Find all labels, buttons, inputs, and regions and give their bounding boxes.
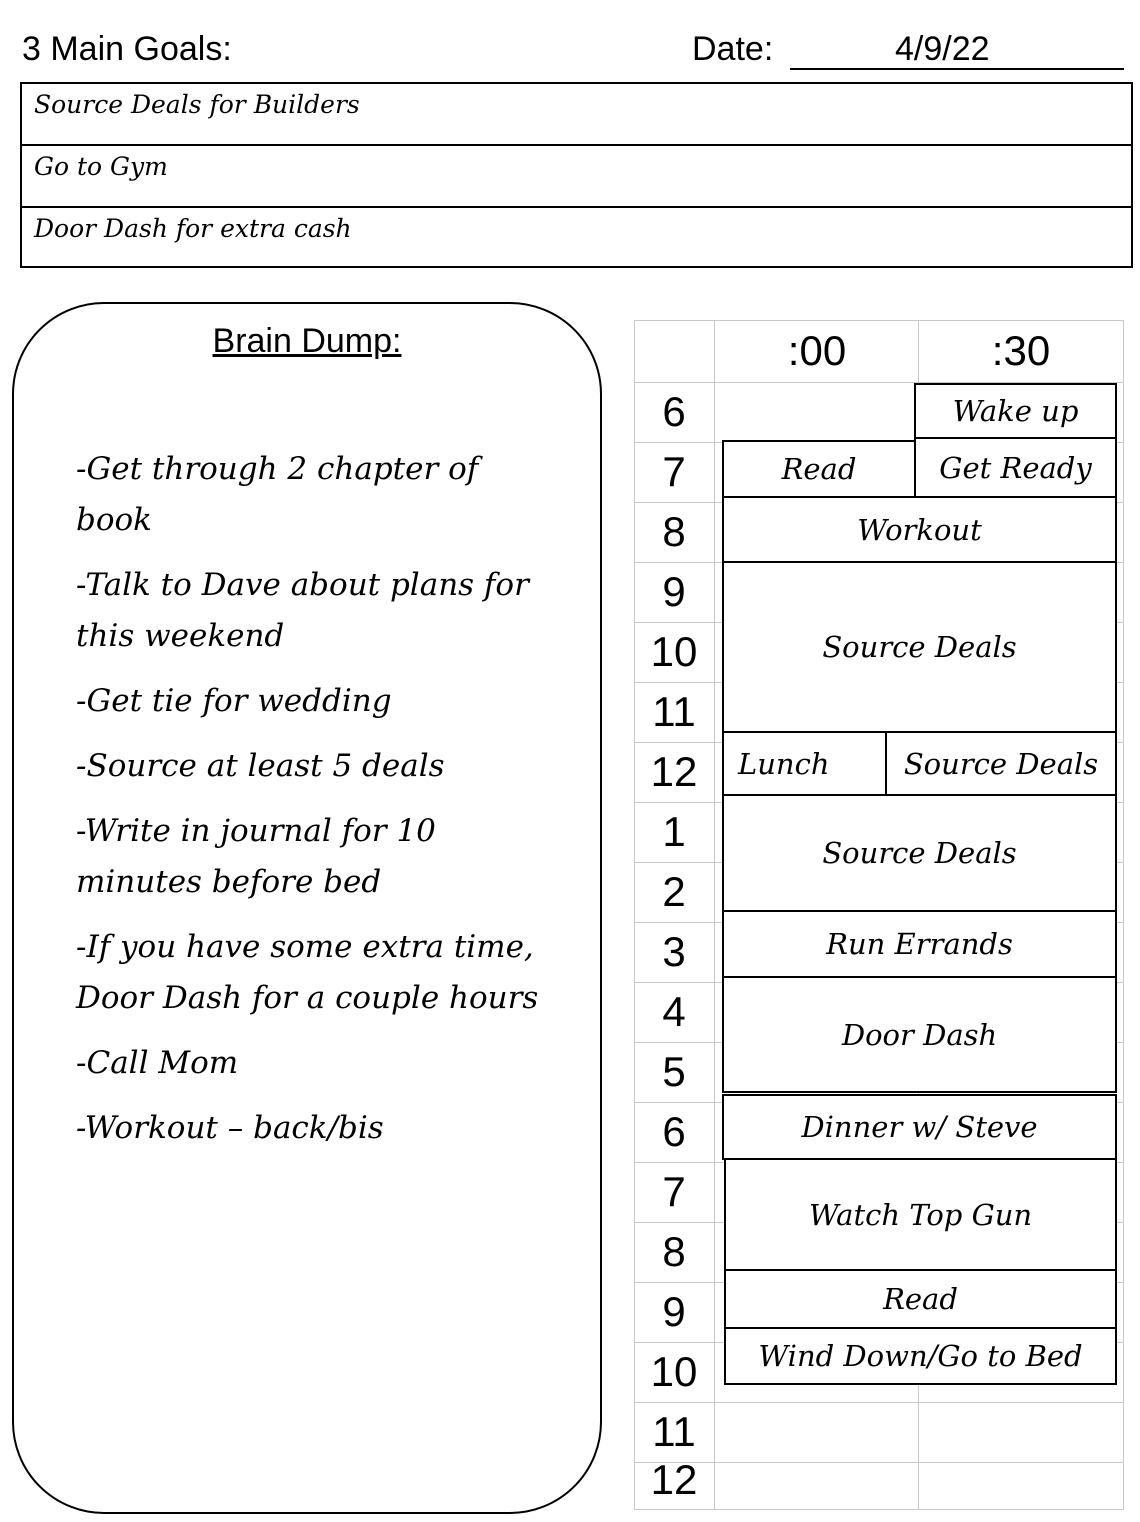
brain-dump-item: -If you have some extra time, Door Dash for a couple hours [76, 929, 539, 1016]
hour-label: 7 [662, 1168, 686, 1215]
grid-line [1123, 320, 1124, 1510]
hour-label: 8 [662, 1228, 686, 1275]
hour-label: 3 [662, 928, 686, 975]
column-header-30: :30 [991, 327, 1051, 374]
hour-label: 9 [662, 568, 686, 615]
event-block: Dinner w/ Steve [722, 1094, 1117, 1160]
event-block: Get Ready [914, 437, 1117, 498]
brain-dump-item: -Get through 2 chapter of book [76, 451, 479, 538]
page-title: 3 Main Goals: [22, 30, 232, 68]
event-block: Source Deals [885, 731, 1117, 796]
hour-label: 6 [662, 1108, 686, 1155]
goal-text: Door Dash for extra cash [34, 214, 352, 243]
brain-dump-item: -Source at least 5 deals [76, 748, 445, 784]
brain-dump-item: -Write in journal for 10 minutes before bed [76, 813, 436, 900]
event-block: Source Deals [722, 794, 1117, 912]
event-block: Source Deals [722, 561, 1117, 733]
brain-dump-item: -Talk to Dave about plans for this weekend [76, 567, 529, 654]
hour-label: 8 [662, 508, 686, 555]
column-header-00: :00 [787, 327, 847, 374]
schedule-grid [634, 320, 1124, 1510]
event-block: Read [722, 440, 916, 498]
brain-dump-item: -Get tie for wedding [76, 683, 392, 719]
hour-label: 1 [662, 808, 686, 855]
goal-row [22, 144, 1131, 206]
hour-label: 7 [662, 448, 686, 495]
main-goals-table [20, 82, 1133, 268]
event-block: Wake up [914, 383, 1117, 439]
brain-dump-list [76, 444, 556, 1168]
brain-dump-item: -Call Mom [76, 1045, 239, 1081]
goal-text: Source Deals for Builders [34, 90, 360, 119]
event-block: Lunch [722, 731, 887, 796]
goal-row [22, 206, 1131, 268]
event-block: Workout [722, 496, 1117, 563]
hour-label: 12 [650, 1456, 698, 1503]
event-block: Watch Top Gun [724, 1158, 1117, 1271]
hour-label: 2 [662, 868, 686, 915]
event-block: Door Dash [722, 976, 1117, 1093]
hour-label: 5 [662, 1048, 686, 1095]
hour-label: 9 [662, 1288, 686, 1335]
hour-label: 12 [650, 748, 698, 795]
event-block: Read [724, 1269, 1117, 1329]
hour-label: 10 [650, 628, 698, 675]
brain-dump-box [12, 302, 602, 1514]
brain-dump-title: Brain Dump: [212, 322, 402, 360]
hour-label: 11 [652, 1408, 696, 1455]
grid-line [714, 320, 715, 1510]
hour-label: 4 [662, 988, 686, 1035]
goal-row [22, 84, 1131, 146]
hour-label: 10 [650, 1348, 698, 1395]
hour-label: 11 [652, 688, 696, 735]
date-label: Date: [692, 30, 774, 68]
event-block: Run Errands [722, 910, 1117, 978]
brain-dump-item: -Workout – back/bis [76, 1110, 384, 1146]
date-value: 4/9/22 [895, 30, 990, 68]
hour-label: 6 [662, 388, 686, 435]
goal-text: Go to Gym [34, 152, 168, 181]
event-block: Wind Down/Go to Bed [724, 1327, 1117, 1385]
